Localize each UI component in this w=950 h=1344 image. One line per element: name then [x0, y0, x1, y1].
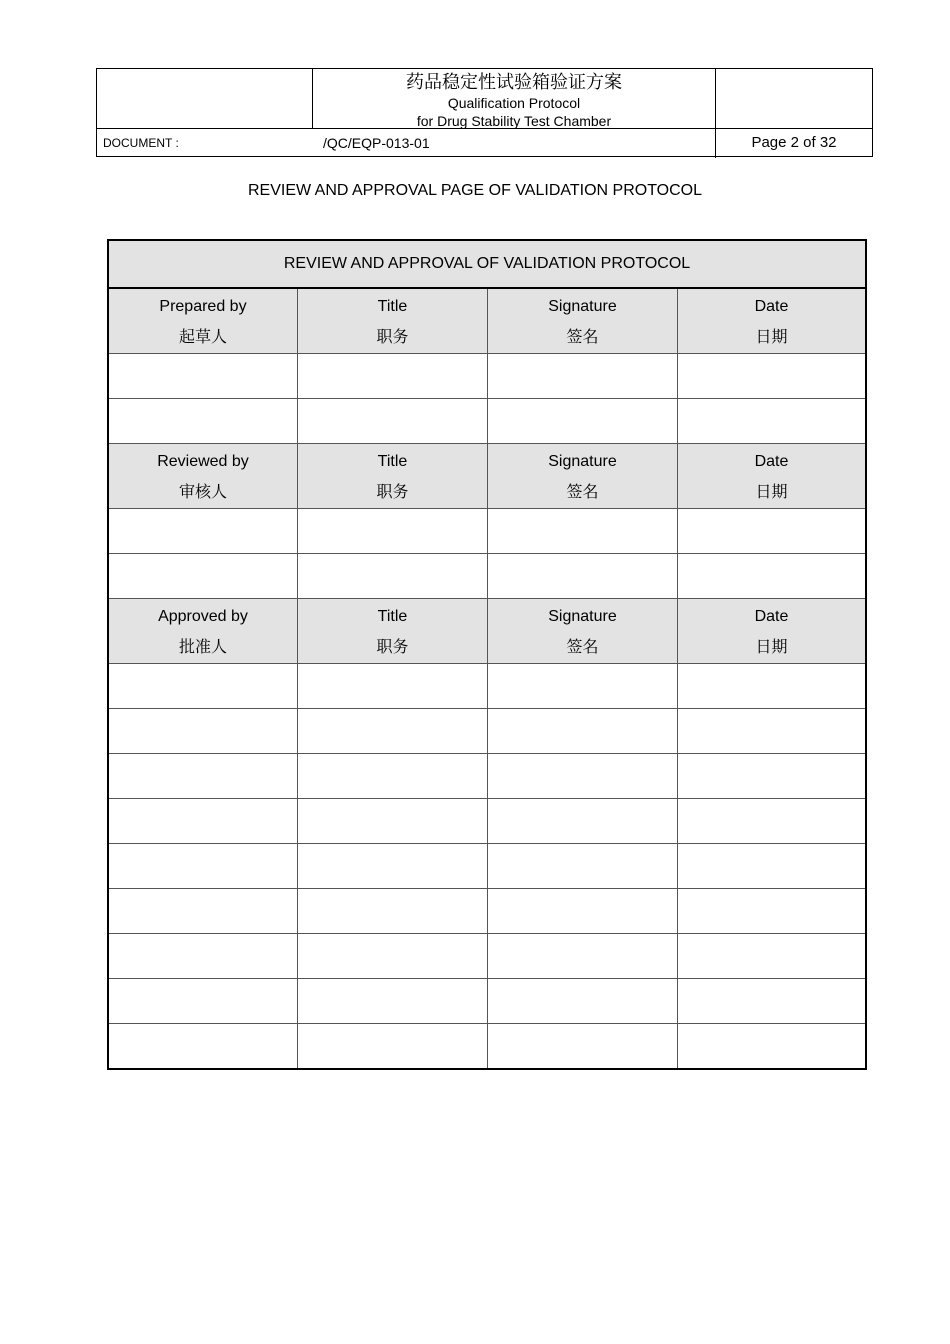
table-row: [109, 554, 865, 599]
column-header: [109, 289, 298, 353]
blank-entry-cell[interactable]: [488, 709, 678, 753]
table-row: [109, 979, 865, 1024]
blank-entry-cell[interactable]: [298, 554, 488, 598]
blank-entry-cell[interactable]: [488, 979, 678, 1023]
section-header-row-prepared: [109, 289, 865, 354]
column-header: [488, 289, 678, 353]
blank-entry-cell[interactable]: [109, 844, 298, 888]
column-header: [298, 599, 488, 663]
column-header: [298, 444, 488, 508]
document-header: [96, 68, 873, 157]
blank-entry-cell[interactable]: [488, 354, 678, 398]
column-header-en: Approved by: [158, 608, 248, 625]
table-row: [109, 709, 865, 754]
blank-entry-cell[interactable]: [109, 554, 298, 598]
blank-entry-cell[interactable]: [298, 709, 488, 753]
blank-entry-cell[interactable]: [109, 399, 298, 443]
column-header: [298, 289, 488, 353]
column-header: [678, 599, 865, 663]
blank-entry-cell[interactable]: [109, 1024, 298, 1068]
column-header: [488, 444, 678, 508]
blank-entry-cell[interactable]: [298, 844, 488, 888]
column-header-cn: 签名: [566, 327, 599, 346]
table-row: [109, 354, 865, 399]
column-header-cn: 日期: [755, 327, 788, 346]
section-header-row-reviewed: [109, 444, 865, 509]
blank-entry-cell[interactable]: [678, 799, 865, 843]
column-header-cn: 批准人: [178, 637, 227, 656]
protocol-title-en-line1: Qualification Protocol: [447, 95, 581, 111]
column-header: [678, 289, 865, 353]
blank-entry-cell[interactable]: [109, 799, 298, 843]
column-header-en: Signature: [548, 298, 617, 315]
column-header-cn: 日期: [755, 637, 788, 656]
blank-entry-cell[interactable]: [678, 934, 865, 978]
section-header-row-approved: [109, 599, 865, 664]
column-header: [109, 444, 298, 508]
blank-entry-cell[interactable]: [488, 934, 678, 978]
column-header-cn: 日期: [755, 482, 788, 501]
blank-entry-cell[interactable]: [678, 844, 865, 888]
blank-entry-cell[interactable]: [488, 554, 678, 598]
blank-entry-cell[interactable]: [488, 754, 678, 798]
blank-entry-cell[interactable]: [678, 509, 865, 553]
blank-entry-cell[interactable]: [298, 754, 488, 798]
blank-entry-cell[interactable]: [298, 354, 488, 398]
page-indicator: Page 2 of 32: [751, 134, 837, 151]
column-header-cn: 审核人: [178, 482, 227, 501]
blank-entry-cell[interactable]: [488, 1024, 678, 1068]
blank-entry-cell[interactable]: [109, 934, 298, 978]
table-row: [109, 754, 865, 799]
table-row: [109, 664, 865, 709]
table-row: [109, 889, 865, 934]
blank-entry-cell[interactable]: [298, 664, 488, 708]
blank-entry-cell[interactable]: [678, 1024, 865, 1068]
protocol-title-cn: 药品稳定性试验箱验证方案: [406, 72, 622, 93]
table-title: REVIEW AND APPROVAL OF VALIDATION PROTOCOL: [109, 241, 865, 289]
blank-entry-cell[interactable]: [488, 664, 678, 708]
column-header-en: Reviewed by: [157, 453, 249, 470]
protocol-title-en-line2: for Drug Stability Test Chamber: [416, 113, 612, 129]
blank-entry-cell[interactable]: [678, 399, 865, 443]
column-header-en: Date: [754, 453, 789, 470]
blank-entry-cell[interactable]: [488, 889, 678, 933]
approval-table: [107, 239, 867, 1070]
column-header-en: Prepared by: [159, 298, 247, 315]
page-heading: REVIEW AND APPROVAL PAGE OF VALIDATION PROTOCOL: [247, 182, 703, 199]
document-label: DOCUMENT :: [103, 136, 179, 150]
blank-entry-cell[interactable]: [678, 554, 865, 598]
blank-entry-cell[interactable]: [678, 754, 865, 798]
blank-entry-cell[interactable]: [488, 509, 678, 553]
blank-entry-cell[interactable]: [298, 1024, 488, 1068]
document-code: /QC/EQP-013-01: [323, 135, 430, 151]
column-header-en: Title: [377, 453, 408, 470]
column-header-en: Signature: [548, 453, 617, 470]
blank-entry-cell[interactable]: [298, 799, 488, 843]
table-row: [109, 844, 865, 889]
blank-entry-cell[interactable]: [109, 889, 298, 933]
column-header: [109, 599, 298, 663]
blank-entry-cell[interactable]: [109, 709, 298, 753]
column-header: [678, 444, 865, 508]
column-header-cn: 签名: [566, 637, 599, 656]
column-header-cn: 职务: [376, 637, 409, 656]
column-header-cn: 起草人: [178, 327, 227, 346]
blank-entry-cell[interactable]: [109, 979, 298, 1023]
column-header-en: Title: [377, 298, 408, 315]
table-row: [109, 934, 865, 979]
blank-entry-cell[interactable]: [298, 399, 488, 443]
column-header-cn: 签名: [566, 482, 599, 501]
blank-entry-cell[interactable]: [678, 664, 865, 708]
column-header-cn: 职务: [376, 327, 409, 346]
table-row: [109, 509, 865, 554]
blank-entry-cell[interactable]: [109, 754, 298, 798]
column-header: [488, 599, 678, 663]
blank-entry-cell[interactable]: [298, 979, 488, 1023]
blank-entry-cell[interactable]: [298, 889, 488, 933]
blank-entry-cell[interactable]: [109, 664, 298, 708]
protocol-title: [313, 69, 715, 128]
table-row: [109, 799, 865, 844]
blank-entry-cell[interactable]: [678, 709, 865, 753]
blank-entry-cell[interactable]: [488, 799, 678, 843]
blank-entry-cell[interactable]: [109, 509, 298, 553]
blank-entry-cell[interactable]: [678, 354, 865, 398]
column-header-en: Signature: [548, 608, 617, 625]
blank-entry-cell[interactable]: [298, 509, 488, 553]
column-header-en: Title: [377, 608, 408, 625]
blank-entry-cell[interactable]: [109, 354, 298, 398]
column-header-cn: 职务: [376, 482, 409, 501]
blank-entry-cell[interactable]: [298, 934, 488, 978]
blank-entry-cell[interactable]: [488, 399, 678, 443]
table-row: [109, 399, 865, 444]
column-header-en: Date: [754, 298, 789, 315]
table-row: [109, 1024, 865, 1068]
column-header-en: Date: [754, 608, 789, 625]
blank-entry-cell[interactable]: [678, 979, 865, 1023]
blank-entry-cell[interactable]: [678, 889, 865, 933]
blank-entry-cell[interactable]: [488, 844, 678, 888]
